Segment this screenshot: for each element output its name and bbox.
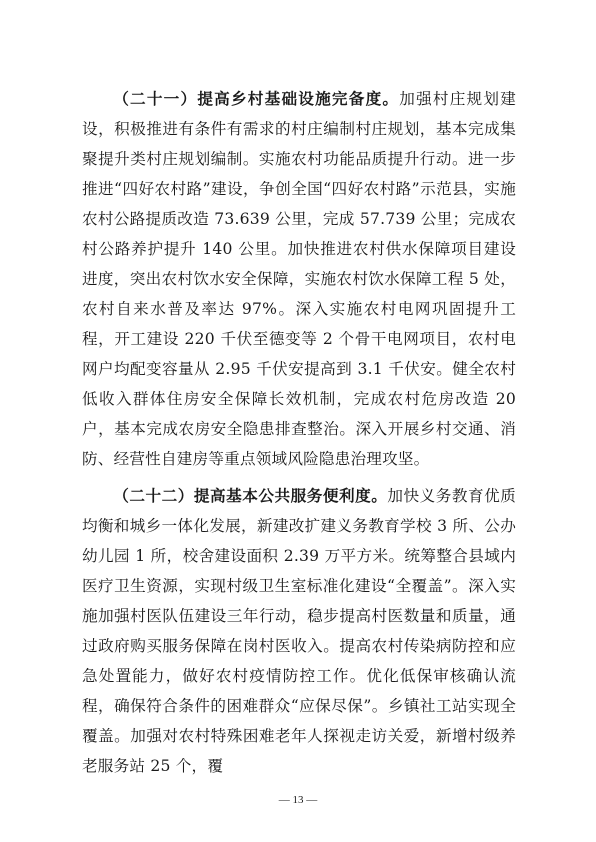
section-22-heading: （二十二）提高基本公共服务便利度。 (113, 487, 388, 505)
document-body (82, 84, 516, 781)
section-21-body: 加强村庄规划建设，积极推进有条件有需求的村庄编制村庄规划，基本完成集聚提升类村庄规划编制。实施农村功能品质提升行动。进一步推进“四好农村路”建设，争创全国“四好农村路”示范县，实施农村公路提质改造 73.639 公里，完成 57.739 公里；完成农村公路养护提升 140 公里。加快推进农村供水保障项目建设进度，突出农村饮水安全保障，实施农村饮水保障工程 5 处，农村自来水普及率达 97%。深入实施农村电网巩固提升工程，开工建设 220 千伏至德变等 2 个骨干电网项目，农村电网户均配变容量从 2.95 千伏安提高到 3.1 千伏安。健全农村低收入群体住房安全保障长效机制，完成农村危房改造 20 户，基本完成农房安全隐患排查整治。深入开展乡村交通、消防、经营性自建房等重点领域风险隐患治理攻坚。 (82, 90, 517, 468)
section-21-heading: （二十一）提高乡村基础设施完备度。 (113, 90, 400, 108)
section-22-body: 加快义务教育优质均衡和城乡一体化发展，新建改扩建义务教育学校 3 所、公办幼儿园 1 所，校舍建设面积 2.39 万平方米。统筹整合县域内医疗卫生资源，实现村级卫生室标准化建设“全覆盖”。深入实施加强村医队伍建设三年行动，稳步提高村医数量和质量，通过政府购买服务保障在岗村医收入。提高农村传染病防控和应急处置能力，做好农村疫情防控工作。优化低保审核确认流程，确保符合条件的困难群众“应保尽保”。乡镇社工站实现全覆盖。加强对农村特殊困难老年人探视走访关爱，新增村级养老服务站 25 个，覆 (82, 487, 516, 775)
page-number: — 13 — (278, 794, 318, 806)
section-22-paragraph (82, 481, 516, 781)
section-21-paragraph (82, 84, 516, 474)
